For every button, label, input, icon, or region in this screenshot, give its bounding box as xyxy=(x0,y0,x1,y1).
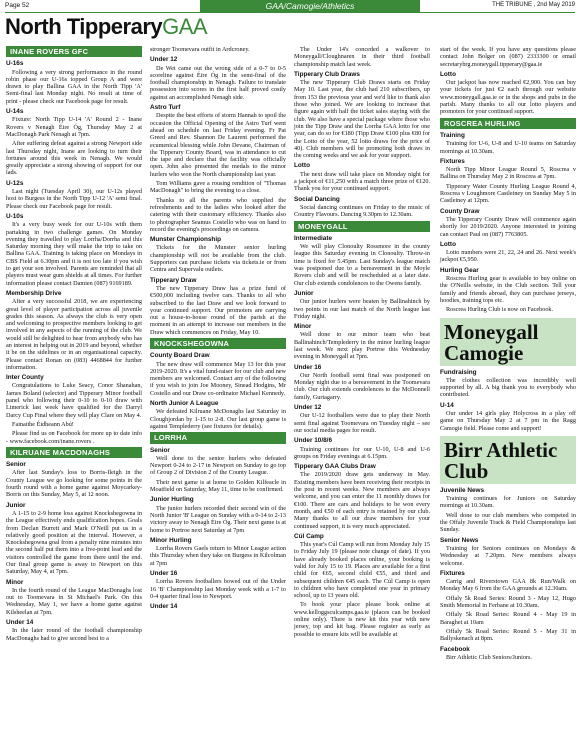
paragraph: In the fourth round of the League MacDonaghs lost out to Toomevara in St Michael's Park. On this Wednesday, May 1, we have a home game against Kilsheelan at 7pm. xyxy=(6,586,142,616)
paragraph: Lorrha Rovers Gaels return to Minor League action this Thursday when they take on Burgess in Kilcolman at 7pm xyxy=(150,545,286,567)
paragraph: The clothes collection was incredibly well supported by all. A big thank you to everybody who contributed. xyxy=(440,376,576,399)
paragraph: Carrig and Riverstown GAA 8k Run/Walk on Monday May 6 from the GAA grounds at 12.30am. xyxy=(440,578,576,593)
masthead xyxy=(5,14,207,40)
subhead: Intermediate xyxy=(294,234,333,242)
moneygall-camogie-title: Moneygall Camogie xyxy=(444,319,539,365)
subhead: Junior xyxy=(294,289,314,297)
paragraph: Tickets for the Munster senior hurling championship will not be available from the club. Supporters can purchase tickets via tickets.ie or from Centra and Supervalu outlets. xyxy=(150,244,286,274)
subhead: Munster Championship xyxy=(150,236,222,244)
subhead: Membership Drive xyxy=(6,289,62,297)
paragraph: Social dancing continues on Friday to the music of Country Flavours. Dancing 9.30pm to 12.30am. xyxy=(294,203,430,219)
club-header-lorrha: LORRHA xyxy=(150,432,286,443)
subhead: Senior News xyxy=(440,536,479,544)
subhead: Cúl Camp xyxy=(294,532,324,540)
paragraph: Roscrea Hurling Club is now on Facebook. xyxy=(446,306,554,314)
subhead: County Draw xyxy=(440,207,480,215)
paragraph: Thanks to all the parents who supplied the refreshments and to the ladies who looked after the catering with their customary efficiency. Thanks also to photographer Seamus Costello who was on hand to record the evening's proceedings on camera. xyxy=(150,196,286,233)
paragraph: It's a very busy week for our U-10s with them partaking in two challenge games. On Monday evening they travelled to play Lorrha/Dorrha and this Saturday morning they will make the trip to take on Ballina GAA. Training is taking place on Mondays in CBS Field at 6.30pm and it is not too late if you wish to get your son involved. Parents are reminded that all players must wear gum shields at all times. For further information please contact Damien (087) 9169189. xyxy=(6,221,142,287)
paragraph: Our under 14 girls play Holycross in a play off game on Thursday May 2 at 7 pm in the Ragg Camogie field. Please come and support! xyxy=(440,409,576,432)
top-bar xyxy=(0,0,580,12)
subhead: Tipperary GAA Clubs Draw xyxy=(294,463,376,471)
paragraph: Please find us on Facebook for more up to date info - www.facebook.com/inane.rovers . xyxy=(6,430,142,445)
subhead: Senior xyxy=(150,446,170,454)
club-header-kilruane: KILRUANE MACDONAGHS xyxy=(6,447,142,458)
paragraph: A 1-15 to 2-9 home loss against Knockshegowna in the League effectively ends qualification hopes. Goals from Declan Burrett and Mark O'Neill put us in a relatively good position at the interval. However, a Knockshegowna goal from a penalty nine minutes into the second half put them into a five-point lead and the visitors controlled the game from there until the end. Our final group game is away to Newport on this Saturday, May 4, at 7pm. xyxy=(6,509,142,576)
paragraph: Lotto numbers were 21, 22, 24 and 26. Next week's jackpot €5,950. xyxy=(440,249,576,264)
club-header-moneygall: MONEYGALL xyxy=(294,221,430,232)
paragraph: Tom Williams gave a rousing rendition of "Thomas MacDonagh" to bring the evening to a close. xyxy=(150,180,286,195)
top-rule xyxy=(5,12,575,13)
paragraph: After suffering defeat against a strong Newport side last Thursday night, Inane are looking to turn their fortunes around this week in Nenagh. We would greatly appreciate a strong showing of support for our lads. xyxy=(6,140,142,177)
paragraph: The next draw will take place on Monday night for a jackpot of €11,250 with a match three prize of €120. Thank you for your continued support. xyxy=(294,170,430,193)
subhead: U-10s xyxy=(6,212,24,220)
subhead: Minor xyxy=(6,578,24,586)
paragraph: This year's Cúl Camp will run from Monday July 15 to Friday July 19 (please note change of date). If you have already booked places online, your booking is valid for July 15 to 19. Places are available for a first child for €65, second child €55, and third and subsequent children €45 each. The Cúl Camp is open to children who have completed one year in primary school, up to 13 years old. xyxy=(294,541,430,600)
subhead: County Board Draw xyxy=(150,352,210,360)
column-3 xyxy=(294,46,430,640)
subhead: Under 10/8/6 xyxy=(294,437,333,445)
section-tab: GAA/Camogie/Athletics xyxy=(200,0,420,12)
column-4 xyxy=(440,46,576,663)
paragraph: Offaly 5k Road Series: Round 3 - May 12, Hugo Smith Memorial in Ferbane at 10.30am. xyxy=(440,594,576,610)
paragraph: After a very successful 2018, we are experiencing great level of player participation across all juvenile grades this season. As always the club is very open and welcoming to prospective members looking to get involved in any aspects of the running of the club. We would still be delighted to hear from anybody who has an interest in helping out in 2019 and beyond, whether it be on the sidelines or in an organisational capacity. Please contact Ronan on (083) 4468844 for further information. xyxy=(6,298,142,371)
paragraph: Roscrea Hurling gear is available to buy online on the O'Neills website, in the Club section. Tell your family and friends abroad, they can purchase jerseys, hoodies, training tops etc. xyxy=(440,275,576,304)
paragraph: The new Tipperary Draw has a prize fund of €500,000 including twelve cars. Thanks to all who subscribed to the last Draw and we look forward to your continued support. Our promoters are carrying out a house-to-house round of the parish at the moment in an attempt to increase our members in the Draw which commences on Friday, May 10. xyxy=(150,284,286,336)
subhead: Tipperary Draw xyxy=(150,276,197,284)
masthead-gaa: GAA xyxy=(162,14,208,39)
paragraph: In the later round of the football championship MacDonaghs had to give second best to a xyxy=(6,627,142,642)
paragraph: The Tipperary County Draw will commence again shortly for 2019/2020. Anyone interested in joining can contact Paul on (087) 7763805. xyxy=(440,215,576,238)
birr-athletic-box xyxy=(440,436,576,484)
paragraph: After last Sunday's loss to Borris-Ileigh in the County League we go looking for some points in the fourth round with a home game against Moycarkey-Borris on this Sunday, May 5, at 12 noon. xyxy=(6,469,142,499)
subhead: Fixtures xyxy=(440,569,465,577)
paragraph: Congratulations to Luke Seacy, Conor Shanahan, James Boland (selector) and Tipperary Minor football panel who following their 0-10 to 0-10 draw with Limerick last week have qualified for the Darryl Darcy Cup Final where they will play Clare on May 4. xyxy=(6,382,142,419)
subhead: Under 14 xyxy=(6,619,34,627)
paragraph: Last night (Tuesday April 30), our U-12s played host to Burgess in the North Tipp U-12 'A' semi final. Please check our Facebook page for result. xyxy=(6,188,142,210)
subhead: Training xyxy=(440,131,465,139)
paragraph: We will play Clonoulty Rossmore in the county league this Saturday evening in Clonoulty. Throw-in time is fixed for 5.45pm. Last Sunday's league match was postponed due to a bereavement in the Moyle Rovers club and will be rescheduled at a later date. Our club extends condolences to the Owens family. xyxy=(294,243,430,287)
subhead: Minor Hurling xyxy=(150,536,192,544)
subhead: U-14 xyxy=(440,401,454,409)
paragraph: The new Tipperary Club Draws starts on Friday May 10. Last year, the club had 210 subscribers, up from 153 the previous year and we'd like to thank also those who joined. We are looking to increase that figure again with half the ticket sales staying with the club. We also have a special package where those who join the Tipp Draw and the Lorrha GAA lotto for one year, can do so for €180 (Tipp Draw €100 plus €80 for the Lotto of the year, 52 lotto draws for the price of 40). Club members will be promoting both draws in the coming weeks and we ask for your support. xyxy=(294,79,430,160)
paragraph: Our junior hurlers were beaten by Ballinahinch by two points in our last match of the North league last Friday night. xyxy=(294,298,430,320)
paragraph: We defeated Kilruane McDonaghs last Saturday in Cloughjordan by 1-15 to 2-8. Our last group game is against Templederry (see fixtures for details). xyxy=(150,408,286,430)
subhead: Under 12 xyxy=(294,404,322,412)
paragraph: Training continues for Juniors on Saturday mornings at 10.30am. xyxy=(440,495,576,510)
paragraph: Fainaithe Éidheann Abú! xyxy=(12,420,74,428)
paragraph: Their next game is at home to Golden Kilfeacle in Moatfield on Saturday, May 11, time to be confirmed. xyxy=(150,478,286,494)
club-header-inane: INANE ROVERS GFC xyxy=(6,46,142,57)
subhead: Lotto xyxy=(294,162,310,170)
subhead: Juvenile News xyxy=(440,486,485,494)
paragraph: stronger Toomevara outfit in Ardcroney. xyxy=(150,46,250,53)
subhead: Lotto xyxy=(440,240,456,248)
subhead: Facebook xyxy=(440,645,470,653)
column-2 xyxy=(150,46,286,611)
paragraph: Despite the best efforts of storm Hannah to spoil the occasion the Official Opening of the Astro Turf went ahead on schedule on last Friday evening. Fr Pat Greed and Rev. Shannon De Laurent performed the ecumenical blessing while John Devane, Chairman of the Tipperary County Board, was in attendance to cut the tape and declare that the facility was officially open. John also presented the medals to the minor hurlers who won the North championship last year. xyxy=(150,112,286,178)
paragraph: The 2019/2020 draw gets underway in May. Existing members have been receiving their receipts in the post in recent weeks. New members are always welcome, and you can enter the 11 monthly draws for €100. There are cars and holidays to be won every month, and €50 of each entry is retained by our club. Many thanks to all our draw members for your continued support, it is very much appreciated. xyxy=(294,471,430,530)
club-header-knockshegowna: KNOCKSHEGOWNA xyxy=(150,338,286,349)
subhead: Senior xyxy=(6,461,26,469)
paragraph: Tipperary Water County Hurling League Round 4, Roscrea v Loughmore Castleiney on Sunday May 5 in Castleiney at 12pm. xyxy=(440,182,576,205)
subhead: North Junior A League xyxy=(150,400,219,408)
paragraph: Training for Seniors continues on Mondays & Wednesday at 7.20pm. New members always welcome. xyxy=(440,544,576,567)
paragraph: Training for U-6, U-8 and U-10 teams on Saturday mornings at 10.30am. xyxy=(440,140,576,155)
subhead: U-12s xyxy=(6,179,24,187)
paragraph: Well done to our club members who competed in the Offaly Juvenile Track & Field Championships last Sunday. xyxy=(440,511,576,534)
paragraph: Fixture: North Tipp U-14 'A' Round 2 - Inane Rovers v Nenagh Éire Óg, Thursday May 2 at MacDonagh Park Nenagh at 7pm. xyxy=(6,116,142,138)
subhead: Junior xyxy=(6,501,26,509)
paper-info: THE TRIBUNE , 2nd May 2019 xyxy=(492,2,575,8)
paragraph: To book your place please book online at www.kelloggsculcamps.gaa.ie (places can be booked online only). There is new kit this year with new jersey, top and kit bag. Please register as early as possible to ensure kits will be available at xyxy=(294,601,430,638)
subhead: Minor xyxy=(294,323,312,331)
paragraph: Well done to our minor team who beat Ballinahinch/Templederry in the minor hurling league last week. We next play Portroe this Wednesday evening in Moneygall at 7pm. xyxy=(294,331,430,361)
paragraph: Our U-12 footballers were due to play their North semi final against Toomevara on Tuesday night – see our social media pages for result. xyxy=(294,412,430,434)
subhead: Junior Hurling xyxy=(150,496,194,504)
paragraph: Our jackpot has now reached €2,900. You can buy your tickets for just €2 each through our website www.moneygall.gaa.ie or in the shops and pubs in the parish. Many thanks to all our lotto players and promoters for your continued support. xyxy=(440,79,576,116)
birr-athletic-title: Birr Athletic Club xyxy=(444,437,558,483)
subhead: Tipperary Club Draws xyxy=(294,70,360,78)
paragraph: Birr Athletic Club Seniors/Juniors. xyxy=(446,653,532,661)
subhead: Under 12 xyxy=(150,56,178,64)
subhead: Fundraising xyxy=(440,368,477,376)
club-header-roscrea: ROSCREA HURLING xyxy=(440,118,576,129)
paragraph: The new draw will commence May 13 for this year 2019-2020. It's a vital fund-raiser for our club and new members are welcomed. Contact any of the following if you wish to join Joe Mooney, Sinead Hodgins, Mr Costello and our Draw co-ordinator Michael Kennedy. xyxy=(150,360,286,397)
column-1 xyxy=(6,46,142,644)
subhead: Lotto xyxy=(440,70,456,78)
paragraph: Offaly 5k Road Series: Round 5 - May 31 in Ballyskenach at 8pm. xyxy=(440,627,576,643)
paragraph: Following a very strong performance in the round robin phase our U-16s topped Group A and were drawn to play Ballina GAA in the North Tipp 'A' Semi-final last Monday night. No result at time of print - please check our Facebook page for result. xyxy=(6,68,142,105)
subhead: Astro Turf xyxy=(150,104,181,112)
paragraph: North Tipp Minor League Round 5, Roscrea v Ballina on Thursday May 2 in Roscrea at 7pm. xyxy=(440,166,576,181)
paragraph: Well done to the senior hurlers who defeated Newport 0-24 to 2-17 in Newport on Sunday to go top of Group 2 of Division 2 of the County League. xyxy=(150,454,286,477)
subhead: U-14s xyxy=(6,108,24,116)
subhead: Under 16 xyxy=(150,570,178,577)
paragraph: Training continues for our U-10, U-8 and U-6 groups on Friday evenings at 6.15pm. xyxy=(294,445,430,460)
subhead: U-16s xyxy=(6,60,24,68)
paragraph: De Wet came out the wrong side of a 0-7 to 0-5 scoreline against Éire Óg in the semi-final of the football championship in Nenagh. Failure to translate possession into scores in the first half proved costly against an accomplished Nenagh side. xyxy=(150,64,286,101)
page-number: Page 52 xyxy=(5,2,30,9)
subhead: Under 16 xyxy=(294,363,322,371)
subhead: Hurling Gear xyxy=(440,266,479,274)
paragraph: start of the week. If you have any questions please contact John Bolger on (087) 2333300 or email secretarybrg.moneygall.tipperary@gaa.ie xyxy=(440,46,576,68)
subhead: Inter County xyxy=(6,374,44,382)
paragraph: Lorrha Rovers footballers bowed out of the Under 16 'B' Championship last Monday week with a 1-7 to 0-4 quarter final loss to Newport. xyxy=(150,578,286,600)
paragraph: The junior hurlers recorded their second win of the North Junior 'B' League on Sunday with a 0-14 to 2-13 victory away to Nenagh Éire Óg. Their next game is at home to Portroe next Saturday at 7pm xyxy=(150,504,286,534)
moneygall-camogie-box xyxy=(440,318,576,366)
subhead: Fixtures xyxy=(440,157,465,165)
subhead: Social Dancing xyxy=(294,195,340,203)
subhead: Under 14 xyxy=(150,603,178,611)
paragraph: The Under 14's conceded a walkover to Moneygall/Cloughnaren in their third football championship match last week. xyxy=(294,46,430,68)
masthead-main: North Tipperary xyxy=(5,14,163,39)
paragraph: Offaly 5k Road Series: Round 4 - May 19 in Baraghet at 10am xyxy=(440,611,576,626)
paragraph: Our North football semi final was postponed on Monday night due to a bereavement in the Toomevara club. Our club extends condolences to the McDonnell family, Gurtagarry. xyxy=(294,371,430,401)
